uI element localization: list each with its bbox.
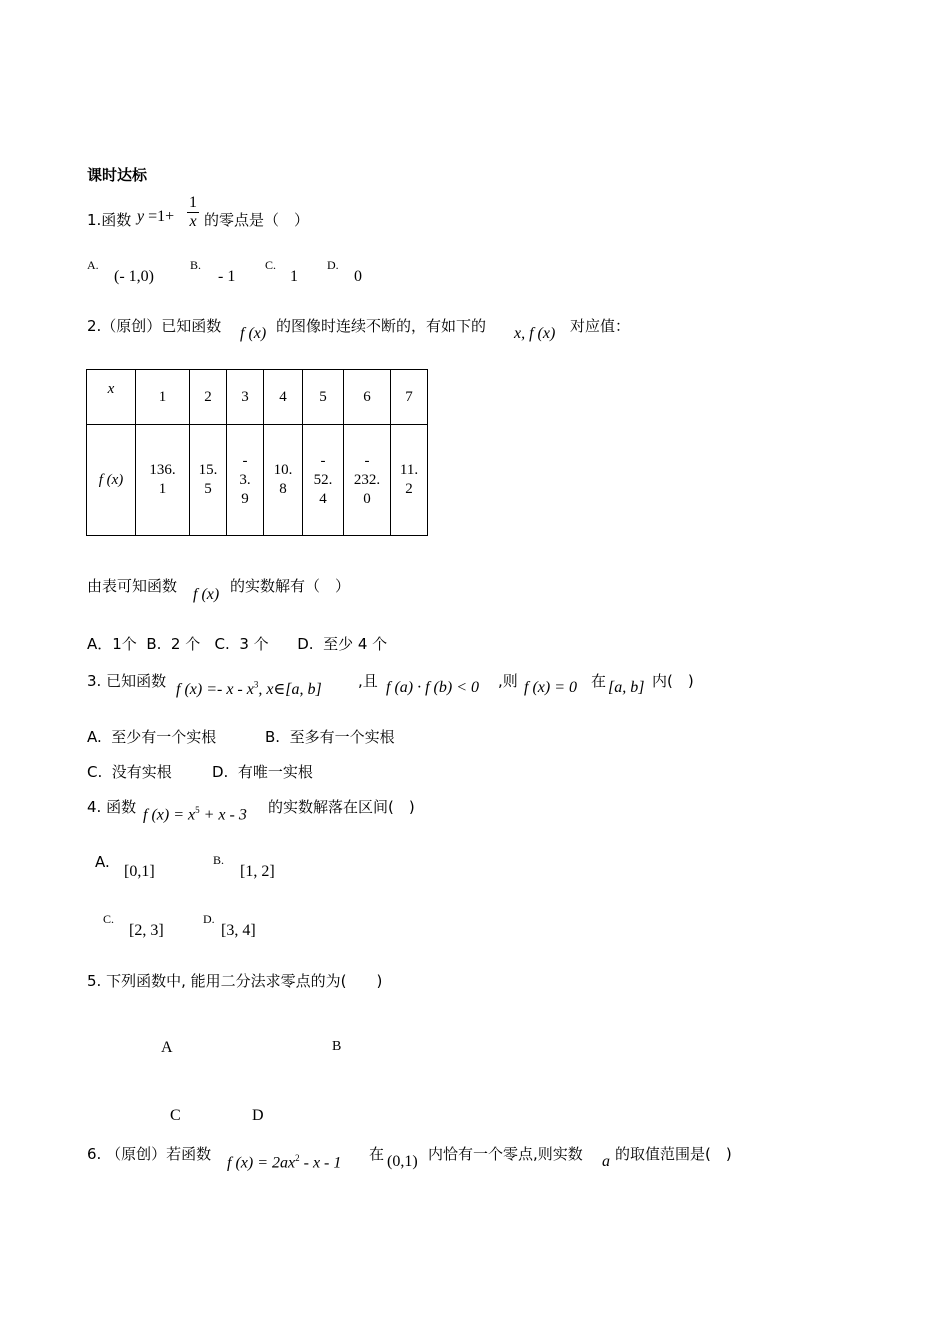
q1-fraction: [186, 194, 200, 231]
q1-y-variable: y: [137, 208, 145, 225]
q6-formula: f $(x) = 2ax^2 - x - 1$: [227, 1153, 342, 1172]
table-cell-fx: - 232. 0: [344, 425, 391, 536]
section-heading: 课时达标: [87, 166, 148, 184]
q3-formula: f $(x) =- x - x^3$, x∈[a, b]: [176, 679, 322, 698]
q2-stem-mid: 的图像时连续不断的，有如下的: [276, 317, 487, 335]
table-header-fx: f (x): [87, 425, 136, 536]
q4-formula: f $(x) = x^5 + x - 3$: [143, 805, 247, 824]
q4-option-c-letter: C.: [103, 912, 115, 926]
q2-follow-prefix: 由表可知函数: [87, 577, 178, 595]
q3-then: ,则: [498, 672, 518, 690]
q3-and: ,且: [358, 672, 378, 690]
q1-option-a-value: (- 1,0): [114, 268, 154, 285]
values-table: [86, 369, 428, 536]
q2-follow-fx: f (x): [193, 586, 220, 603]
q2-fx: f (x): [240, 325, 267, 342]
q1-option-c-value: 1: [290, 268, 298, 285]
q5-option-b-label: B: [332, 1039, 342, 1054]
q4-option-a-value: [0,1]: [124, 863, 155, 880]
table-row-fx: [87, 425, 428, 536]
table-cell-x: 3: [227, 370, 264, 425]
q4-option-d-letter: D.: [203, 912, 215, 926]
q1-fraction-numerator: 1: [189, 194, 197, 211]
q2-follow-suffix: 的实数解有（ ）: [230, 577, 351, 595]
table-cell-x: 6: [344, 370, 391, 425]
table-row-x: [87, 370, 428, 425]
q3-option-c: C. 没有实根: [87, 763, 172, 781]
q3-in: 在: [591, 672, 607, 690]
q6-interval: (0,1): [387, 1153, 418, 1170]
q2-stem-suffix: 对应值：: [570, 317, 631, 335]
q4-stem-prefix: 4. 函数: [87, 798, 137, 816]
table-cell-x: 5: [303, 370, 344, 425]
q4-option-c-value: [2, 3]: [129, 922, 164, 939]
q1-stem-prefix: 1.函数: [87, 211, 132, 229]
table-cell-x: 4: [264, 370, 303, 425]
table-cell-fx: 15. 5: [190, 425, 227, 536]
q1-fraction-denominator: x: [189, 213, 197, 230]
q3-interval: [a, b]: [608, 679, 645, 696]
q1-option-b-value: - 1: [218, 268, 236, 285]
table-cell-fx: - 52. 4: [303, 425, 344, 536]
q3-option-a: A. 至少有一个实根: [87, 728, 217, 746]
table-cell-x: 1: [136, 370, 190, 425]
q1-formula: [137, 208, 174, 226]
q1-option-c-letter: C.: [265, 258, 277, 272]
table-cell-fx: - 3. 9: [227, 425, 264, 536]
table-cell-fx: 10. 8: [264, 425, 303, 536]
q4-option-a-letter: A.: [95, 853, 110, 871]
q3-suffix: 内( ): [652, 672, 694, 690]
q5-option-d-label: D: [252, 1107, 264, 1124]
q2-pair: x, f (x): [514, 325, 556, 342]
q1-stem-suffix: 的零点是（ ）: [204, 211, 310, 229]
table-header-x: x: [87, 370, 136, 425]
q4-option-d-value: [3, 4]: [221, 922, 256, 939]
q4-option-b-value: [1, 2]: [240, 863, 275, 880]
q1-option-d-value: 0: [354, 268, 362, 285]
q5-option-c-label: C: [170, 1107, 181, 1124]
table-cell-fx: 11. 2: [391, 425, 428, 536]
q3-equation: f (x) = 0: [524, 679, 577, 696]
q5-option-a-label: A: [161, 1039, 173, 1056]
q6-mid: 内恰有一个零点,则实数: [428, 1145, 583, 1163]
q6-stem-prefix: 6. （原创）若函数: [87, 1145, 212, 1163]
q1-option-b-letter: B.: [190, 258, 202, 272]
q6-suffix: 的取值范围是( ): [615, 1145, 732, 1163]
q5-stem: 5. 下列函数中, 能用二分法求零点的为( ): [87, 972, 383, 990]
q3-condition: f (a) · f (b) < 0: [386, 679, 479, 696]
table-cell-x: 7: [391, 370, 428, 425]
q2-stem-prefix: 2.（原创）已知函数: [87, 317, 222, 335]
table-cell-fx: 136. 1: [136, 425, 190, 536]
q3-stem-prefix: 3. 已知函数: [87, 672, 167, 690]
q1-equals-one-plus: =1+: [148, 208, 175, 225]
q6-in: 在: [369, 1145, 385, 1163]
q2-options: A．1个 B. 2 个 C. 3 个 D. 至少 4 个: [87, 635, 388, 653]
q6-variable-a: a: [602, 1153, 610, 1170]
q3-option-d: D. 有唯一实根: [212, 763, 313, 781]
q1-option-a-letter: A.: [87, 258, 99, 272]
q4-option-b-letter: B.: [213, 853, 225, 867]
q1-option-d-letter: D.: [327, 258, 339, 272]
q3-option-b: B. 至多有一个实根: [265, 728, 395, 746]
q4-suffix: 的实数解落在区间( ): [268, 798, 415, 816]
table-cell-x: 2: [190, 370, 227, 425]
